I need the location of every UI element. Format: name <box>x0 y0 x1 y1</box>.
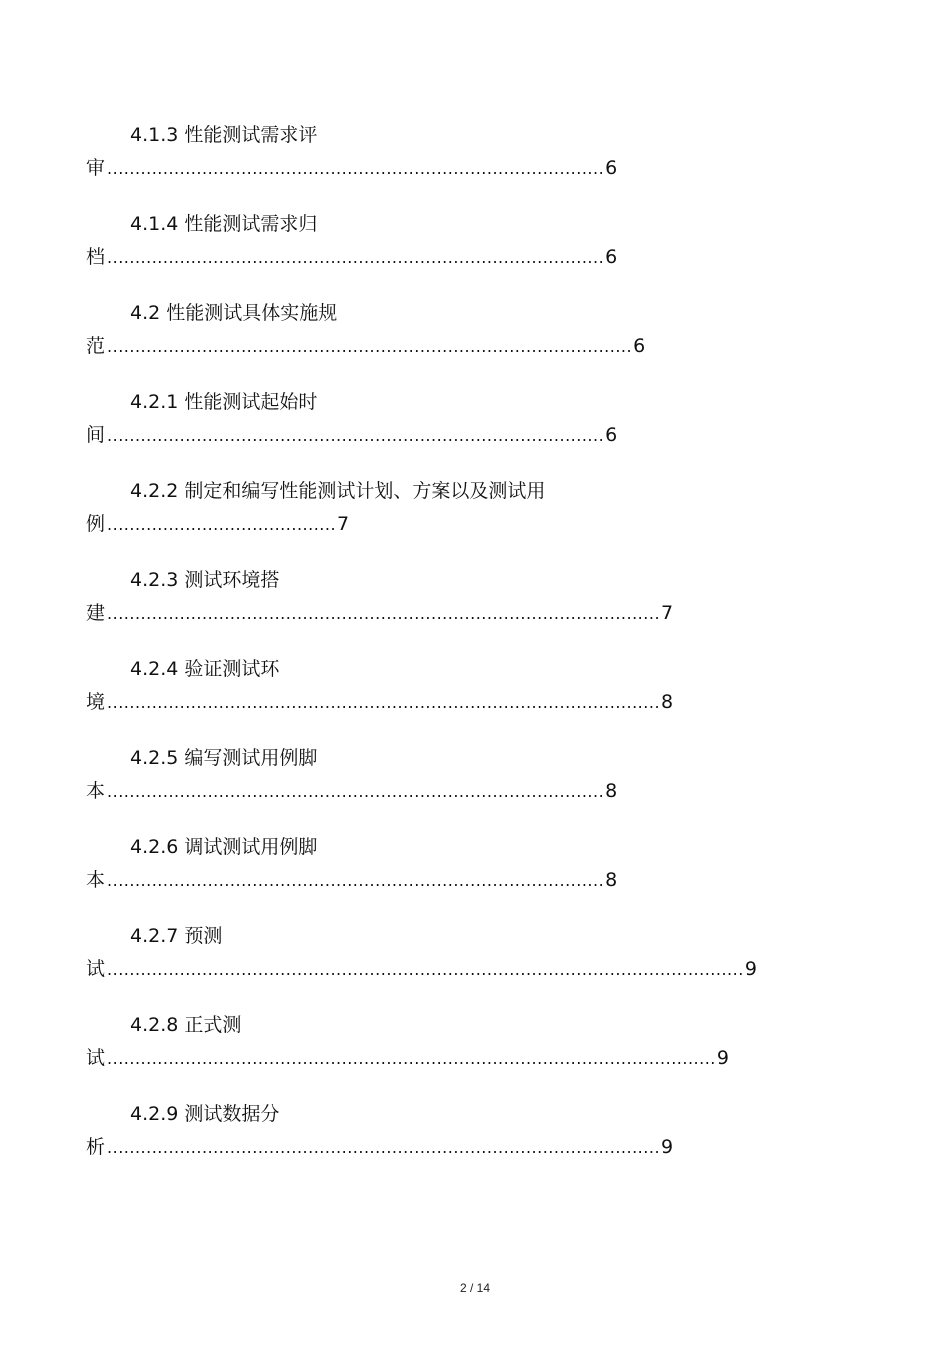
toc-entry-title: 4.2.2 制定和编写性能测试计划、方案以及测试用 <box>130 480 546 502</box>
toc-entry-title-tail: 试 <box>86 1047 106 1069</box>
toc-entry-title: 4.2 性能测试具体实施规 <box>130 302 338 324</box>
toc-entry-page-number: 9 <box>744 958 757 980</box>
toc-entry-leader-line <box>86 333 645 360</box>
toc-entry[interactable] <box>86 1097 846 1186</box>
toc-entry-title: 4.2.7 预测 <box>130 925 223 947</box>
toc-entry-page-number: 8 <box>605 780 618 802</box>
toc-entry-title: 4.2.5 编写测试用例脚 <box>130 747 318 769</box>
toc-entry[interactable] <box>86 385 846 474</box>
toc-entry-leader-line <box>86 689 673 716</box>
toc-dot-leader: .................................................................................................................. <box>107 960 744 979</box>
toc-entry-page-number: 7 <box>661 602 674 624</box>
toc-entry[interactable] <box>86 118 846 207</box>
toc-entry-page-number: 6 <box>605 424 618 446</box>
toc-entry-title-tail: 试 <box>86 958 106 980</box>
toc-entry-page-number: 8 <box>661 691 674 713</box>
toc-entry-title-tail: 例 <box>86 513 106 535</box>
toc-entry-leader-line <box>86 778 617 805</box>
toc-entry-page-number: 9 <box>661 1136 674 1158</box>
toc-entry[interactable] <box>86 652 846 741</box>
toc-entry-title-tail: 间 <box>86 424 106 446</box>
toc-entry-title: 4.1.4 性能测试需求归 <box>130 213 318 235</box>
toc-entry-title: 4.2.9 测试数据分 <box>130 1103 280 1125</box>
toc-entry-leader-line <box>86 1045 729 1072</box>
table-of-contents <box>86 118 846 1186</box>
toc-entry-title: 4.2.1 性能测试起始时 <box>130 391 318 413</box>
toc-entry-title: 4.1.3 性能测试需求评 <box>130 124 318 146</box>
toc-dot-leader: ......................................... <box>107 515 337 534</box>
toc-entry-leader-line <box>86 244 617 271</box>
toc-dot-leader: ......................................................................................... <box>107 248 605 267</box>
toc-entry[interactable] <box>86 919 846 1008</box>
toc-dot-leader: ............................................................................................................. <box>107 1049 716 1068</box>
toc-dot-leader: ................................................................................................... <box>107 693 661 712</box>
toc-entry-title: 4.2.6 调试测试用例脚 <box>130 836 318 858</box>
toc-entry[interactable] <box>86 207 846 296</box>
toc-entry-title-tail: 建 <box>86 602 106 624</box>
toc-entry-title-tail: 析 <box>86 1136 106 1158</box>
toc-entry-leader-line <box>86 1134 673 1161</box>
toc-entry-title: 4.2.4 验证测试环 <box>130 658 280 680</box>
toc-entry-page-number: 6 <box>605 246 618 268</box>
toc-dot-leader: ......................................................................................... <box>107 782 605 801</box>
toc-entry-leader-line <box>86 155 617 182</box>
toc-entry-title-tail: 本 <box>86 869 106 891</box>
toc-entry-page-number: 6 <box>633 335 646 357</box>
toc-dot-leader: ......................................................................................... <box>107 871 605 890</box>
toc-dot-leader: .............................................................................................. <box>107 337 633 356</box>
toc-dot-leader: ................................................................................................... <box>107 604 661 623</box>
toc-entry[interactable] <box>86 296 846 385</box>
toc-entry-leader-line <box>86 867 617 894</box>
toc-dot-leader: ......................................................................................... <box>107 426 605 445</box>
toc-entry[interactable] <box>86 563 846 652</box>
toc-entry-title-tail: 档 <box>86 246 106 268</box>
page-indicator: 2 / 14 <box>459 1281 491 1295</box>
toc-entry-leader-line <box>86 600 673 627</box>
toc-entry[interactable] <box>86 1008 846 1097</box>
toc-entry-leader-line <box>86 956 757 983</box>
toc-entry-title: 4.2.8 正式测 <box>130 1014 242 1036</box>
toc-entry-title-tail: 范 <box>86 335 106 357</box>
toc-entry-page-number: 6 <box>605 157 618 179</box>
toc-entry-page-number: 9 <box>716 1047 729 1069</box>
toc-entry[interactable] <box>86 474 846 563</box>
toc-entry-page-number: 8 <box>605 869 618 891</box>
toc-entry[interactable] <box>86 741 846 830</box>
toc-entry-title-tail: 境 <box>86 691 106 713</box>
toc-entry-page-number: 7 <box>337 513 350 535</box>
toc-dot-leader: ......................................................................................... <box>107 159 605 178</box>
toc-entry[interactable] <box>86 830 846 919</box>
toc-entry-title-tail: 审 <box>86 157 106 179</box>
toc-entry-leader-line <box>86 422 617 449</box>
toc-dot-leader: ................................................................................................... <box>107 1138 661 1157</box>
toc-entry-title-tail: 本 <box>86 780 106 802</box>
toc-entry-title: 4.2.3 测试环境搭 <box>130 569 280 591</box>
toc-entry-leader-line <box>86 511 349 538</box>
